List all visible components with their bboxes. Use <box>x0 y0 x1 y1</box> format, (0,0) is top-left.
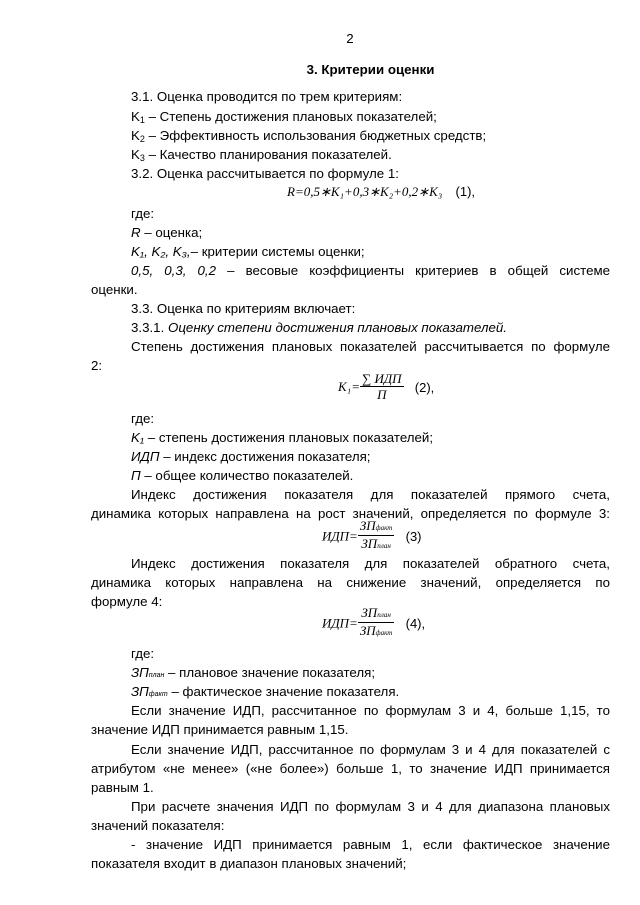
def-weights-cont: оценки. <box>91 282 138 297</box>
bullet-item-cont: показателя входит в диапазон плановых значений; <box>91 856 407 871</box>
range-text: При расчете значения ИДП по формулам 3 и 4 для диапазона плановых <box>131 799 610 814</box>
def-weights: 0,5, 0,3, 0,2 – весовые коэффициенты критериев в общей системе <box>131 263 610 278</box>
formula-1-expression: R=0,5∗K₁+0,3∗K₂+0,2∗K₃ <box>287 184 443 199</box>
item-3-1: 3.1. Оценка проводится по трем критериям: <box>131 89 403 104</box>
formula-2: K₁= $\frac{\text{∑ ИДП}}{П}$ (2), <box>338 371 435 402</box>
def-k: K₁, K₂, K₃,– критерии системы оценки; <box>131 244 365 259</box>
reverse-count-text-cont: динамика которых направлена на снижение значений, определяется по <box>91 575 610 590</box>
formula-1-number: (1), <box>455 184 476 199</box>
degree-text: Степень достижения плановых показателей рассчитывается по формуле <box>131 339 610 354</box>
range-text-cont: значений показателя: <box>91 818 225 833</box>
page-number: 2 <box>346 31 354 46</box>
def-p: П – общее количество показателей. <box>131 468 354 483</box>
def-zp-plan: ЗПплан – плановое значение показателя; <box>131 665 376 680</box>
criterion-k3: $K_3$ – Качество планирования показателей. <box>131 147 392 163</box>
formula-1 <box>287 184 475 200</box>
where-label-2: где: <box>131 411 155 426</box>
formula-4-number: (4), <box>405 616 426 631</box>
where-label-1: где: <box>131 206 155 221</box>
section-title: 3. Критерии оценки <box>306 62 435 77</box>
formula-4: ИДП= $\frac{\text{ЗПплан}}{\text{ЗПфакт}}$ (4), <box>322 605 426 638</box>
def-idp: ИДП – индекс достижения показателя; <box>131 449 371 464</box>
bullet-item: - значение ИДП принимается равным 1, если фактическое значение <box>131 837 610 852</box>
rule-1-cont: значение ИДП принимается равным 1,15. <box>91 722 349 737</box>
rule-2-end: равным 1. <box>91 780 154 795</box>
item-3-3: 3.3. Оценка по критериям включает: <box>131 301 356 316</box>
rule-2-cont: атрибутом «не менее» («не более») больше 1, то значение ИДП принимается <box>91 761 610 776</box>
formula-3: ИДП= $\frac{\text{ЗПфакт}}{\text{ЗПплан}}$ (3) <box>322 518 422 551</box>
formula-2-number: (2), <box>414 379 435 395</box>
rule-2: Если значение ИДП, рассчитанное по формулам 3 и 4 для показателей с <box>131 742 610 757</box>
reverse-count-text-end: формуле 4: <box>91 594 163 609</box>
criterion-k2: $K_2$ – Эффективность использования бюджетных средств; <box>131 128 487 144</box>
criterion-k1: $K_1$ – Степень достижения плановых показателей; <box>131 109 437 125</box>
reverse-count-text: Индекс достижения показателя для показателей обратного счета, <box>131 556 610 571</box>
item-3-2: 3.2. Оценка рассчитывается по формуле 1: <box>131 166 399 181</box>
rule-1: Если значение ИДП, рассчитанное по формулам 3 и 4, больше 1,15, то <box>131 703 610 718</box>
formula-3-number: (3) <box>405 529 422 544</box>
direct-count-text: Индекс достижения показателя для показателей прямого счета, <box>131 487 610 502</box>
item-3-3-1: 3.3.1. Оценку степени достижения плановых показателей. <box>131 320 507 335</box>
def-k1: K₁ – степень достижения плановых показателей; <box>131 430 434 445</box>
def-zp-fact: ЗПфакт – фактическое значение показателя. <box>131 684 400 699</box>
degree-text-cont: 2: <box>91 358 103 373</box>
where-label-3: где: <box>131 646 155 661</box>
direct-count-text-cont: динамика которых направлена на рост значений, определяется по формуле 3: <box>91 506 610 521</box>
def-r: R – оценка; <box>131 225 203 240</box>
